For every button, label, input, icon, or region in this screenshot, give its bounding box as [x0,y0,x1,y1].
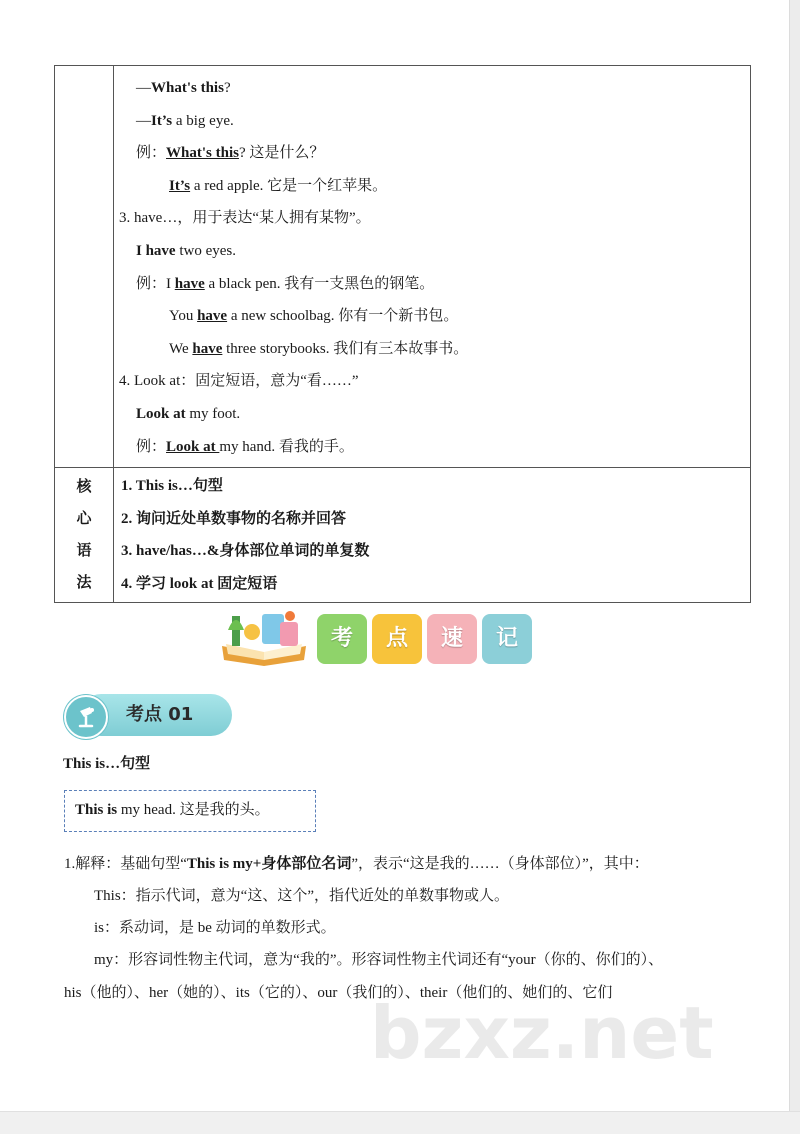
segment: You [169,308,198,325]
segment: ? [223,80,231,96]
lamp-badge-icon [64,695,108,739]
this-line: This：指示代词，意为“这、这个”，指代近处的单数事物或人。 [94,888,509,904]
expl-suffix: ”，表示“这是我的……（身体部位）”，其中： [351,856,649,872]
example-lines [114,66,750,467]
core-item-3: 3. have/has…&身体部位单词的单复数 [121,543,370,560]
core-item-2: 2. 询问近处单数事物的名称并回答 [121,510,347,527]
segment: It’s [169,177,191,194]
banner-tile-2: 点 [372,614,422,664]
core-label-line-2: 语 法 [76,543,102,592]
segment: a red apple. 它是一个红苹果。 [190,177,388,194]
core-grammar-cell [114,468,751,603]
watermark-text: bzxz.net [370,991,714,1070]
segment: 例： [136,438,167,455]
table-examples-cell [114,66,751,468]
segment: ? 这是什么？ [238,145,325,162]
table-left-cell [55,66,114,468]
segment: What's this [151,80,224,96]
grammar-table [54,65,751,603]
bottom-band [0,1111,800,1134]
expl-prefix: 1.解释：基础句型“ [64,856,187,872]
example-line-10 [114,365,750,398]
segment: 3. have…，用于表达“某人拥有某物”。 [119,210,371,227]
watermark [370,990,740,1070]
example-line-8 [114,300,750,333]
banner-tile-1: 考 [317,614,367,664]
example-bold: This is [75,802,118,818]
example-line-1 [114,72,750,105]
core-item-1: 1. This is…句型 [121,478,223,495]
segment: What's this [166,145,239,162]
kaodian-01-header [64,694,232,736]
example-line-9 [114,333,750,366]
segment: 例：I [136,275,175,292]
kaodian-label: 考点 01 [126,704,194,725]
my-line: my：形容词性物主代词，意为“我的”。形容词性物主代词还有“your（你的、你们的）、 [94,952,664,968]
segment: Look at [166,438,220,455]
example-line-11 [114,398,750,431]
example-box [64,790,316,832]
segment: a black pen. 我有一支黑色的钢笔。 [204,275,435,292]
segment: a new schoolbag. 你有一个新书包。 [227,308,459,325]
open-book-icon [218,606,310,666]
example-line-12 [114,431,750,464]
example-line-7 [114,268,750,301]
kaodian-suji-banner [218,606,538,666]
segment: have [192,340,223,357]
core-item-4: 4. 学习 look at 固定短语 [121,575,278,592]
page-edge [789,0,800,1134]
continuation-line: his（他的）、her（她的）、its（它的）、our（我们的）、their（他们的、她们的、它们 [64,985,613,1001]
is-line: is：系动词，是 be 动词的单数形式。 [94,920,336,936]
segment: have [197,308,228,325]
core-label-line-1: 核 心 [76,479,102,528]
segment: my hand. 看我的手。 [219,438,354,455]
segment: Look at [136,405,186,422]
segment: my foot. [185,405,241,422]
banner-tile-3: 速 [427,614,477,664]
segment: have [174,275,205,292]
segment: two eyes. [175,242,236,259]
core-grammar-label [55,468,114,603]
segment: — [136,112,151,129]
example-line-6 [114,235,750,268]
section-title: This is…句型 [63,756,151,772]
segment: three storybooks. 我们有三本故事书。 [222,340,469,357]
segment: I have [136,242,176,259]
example-line-5 [114,202,750,235]
example-line-2 [114,105,750,138]
example-line-4 [114,170,750,203]
segment: 例： [136,145,167,162]
segment: We [169,340,193,357]
explanation-line [64,852,649,876]
segment: a big eye. [172,112,234,129]
segment: — [136,80,151,96]
example-rest: my head. 这是我的头。 [117,802,270,818]
segment: 4. Look at：固定短语，意为“看……” [119,373,359,390]
banner-tile-4: 记 [482,614,532,664]
segment: It’s [151,112,173,129]
expl-bold: This is my+身体部位名词 [186,856,352,872]
example-line-3 [114,137,750,170]
